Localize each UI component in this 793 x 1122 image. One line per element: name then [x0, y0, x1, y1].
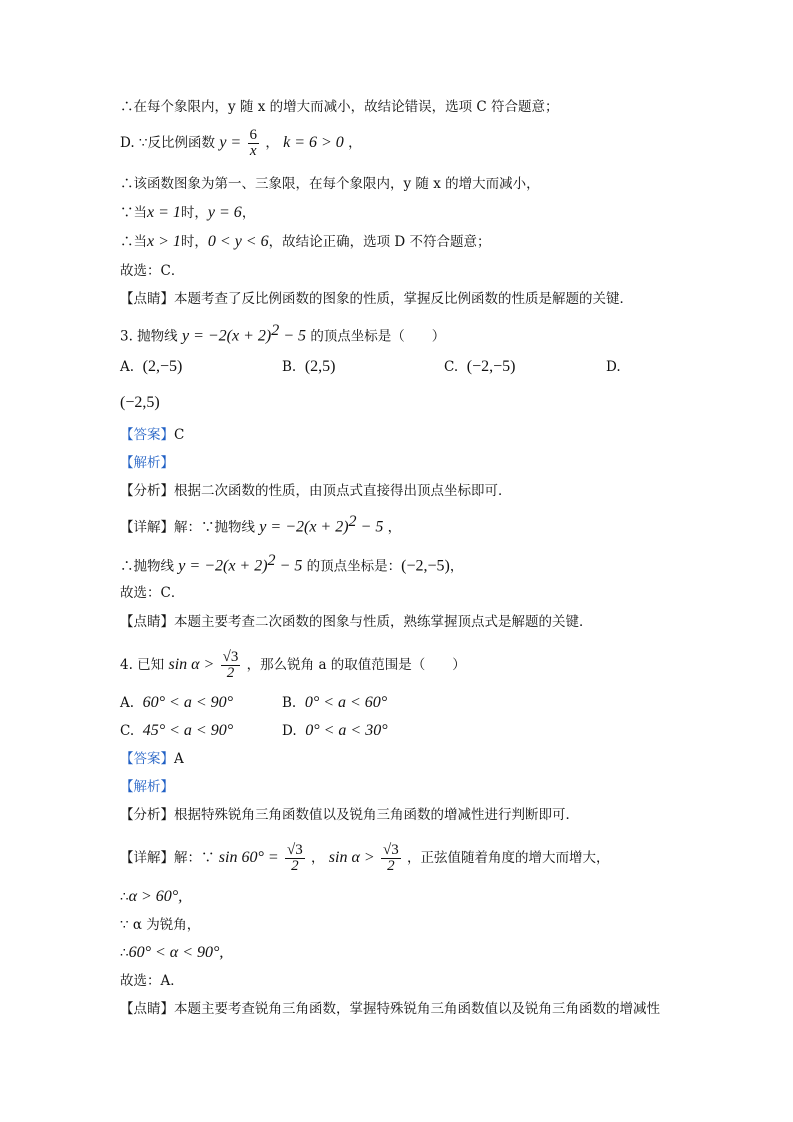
fraction: $\frac{6}{x}$ [249, 127, 258, 159]
text-line: 【点睛】本题考查了反比例函数的图象的性质，掌握反比例函数的性质是解题的关键． [120, 291, 633, 307]
option-b: B. 0° < a < 60° [282, 694, 388, 711]
option-d-value: (−2,5) [120, 394, 160, 411]
text-line: 故选：C． [120, 263, 185, 279]
text-line: 【点睛】本题主要考查锐角三角函数，掌握特殊锐角三角函数值以及锐角三角函数的增减性 [120, 1001, 660, 1017]
option-d: D. 0° < a < 30° [282, 722, 388, 739]
answer-4: 【答案】A [120, 751, 184, 767]
option-a: A. 60° < a < 90° [120, 694, 234, 711]
option-b: B. (2,5) [282, 358, 336, 375]
text-line: 【分析】根据特殊锐角三角函数值以及锐角三角函数的增减性进行判断即可． [120, 807, 579, 823]
text-line: ∴60° < α < 90°, [120, 944, 224, 961]
text-line: ∵ α 为锐角， [120, 917, 201, 933]
option-c: C. (−2,−5) [444, 358, 516, 375]
question-4: 4. 已知 sin α > $\frac{√3}{2}$ ，那么锐角 a 的取值范围是（ ） [120, 649, 466, 681]
text-line: 故选：C． [120, 585, 185, 601]
option-c: C. 45° < a < 90° [120, 722, 234, 739]
text-line: ∴α > 60°, [120, 888, 183, 905]
option-d: D. [606, 359, 621, 375]
option-a: A. (2,−5) [120, 358, 183, 375]
text-line: ∴该函数图象为第一、三象限，在每个象限内，y 随 x 的增大而减小， [120, 176, 540, 192]
answer-3: 【答案】C [120, 427, 185, 443]
analysis-3: 【解析】 [120, 455, 174, 471]
fraction: $\frac{√3}{2}$ [222, 649, 239, 681]
fraction: $\frac{√3}{2}$ [382, 842, 399, 874]
analysis-4: 【解析】 [120, 779, 174, 795]
text-line: 【点睛】本题主要考查二次函数的图象与性质，熟练掌握顶点式是解题的关键． [120, 614, 593, 630]
text-line: 【详解】解：∵ sin 60° = $\frac{√3}{2}$ ， sin α > $\frac{√3}{2}$ ，正弦值随着角度的增大而增大， [120, 842, 610, 874]
text-line: 【详解】解：∵抛物线 $y = -2(x + 2)^2 - 5$ ， [120, 513, 402, 536]
text-line: ∴当x > 1时，0 < y < 6，故结论正确，选项 D 不符合题意； [120, 233, 491, 250]
text-line: 故选：A． [120, 973, 184, 989]
text-line: ∵当x = 1时，y = 6， [120, 204, 256, 221]
text-line: D. ∵反比例函数 y = $\frac{6}{x}$ ， k = 6 > 0 ， [120, 127, 362, 159]
fraction: $\frac{√3}{2}$ [286, 842, 303, 874]
question-3: 3. 抛物线 $y = -2(x + 2)^2 - 5$ 的顶点坐标是（ ） [120, 322, 446, 345]
text-line: 【分析】根据二次函数的性质，由顶点式直接得出顶点坐标即可． [120, 483, 512, 499]
text-line: ∴抛物线 $y = -2(x + 2)^2 - 5$ 的顶点坐标是：(−2,−5)， [120, 552, 464, 575]
text-line: ∴在每个象限内，y 随 x 的增大而减小，故结论错误，选项 C 符合题意； [120, 99, 559, 115]
